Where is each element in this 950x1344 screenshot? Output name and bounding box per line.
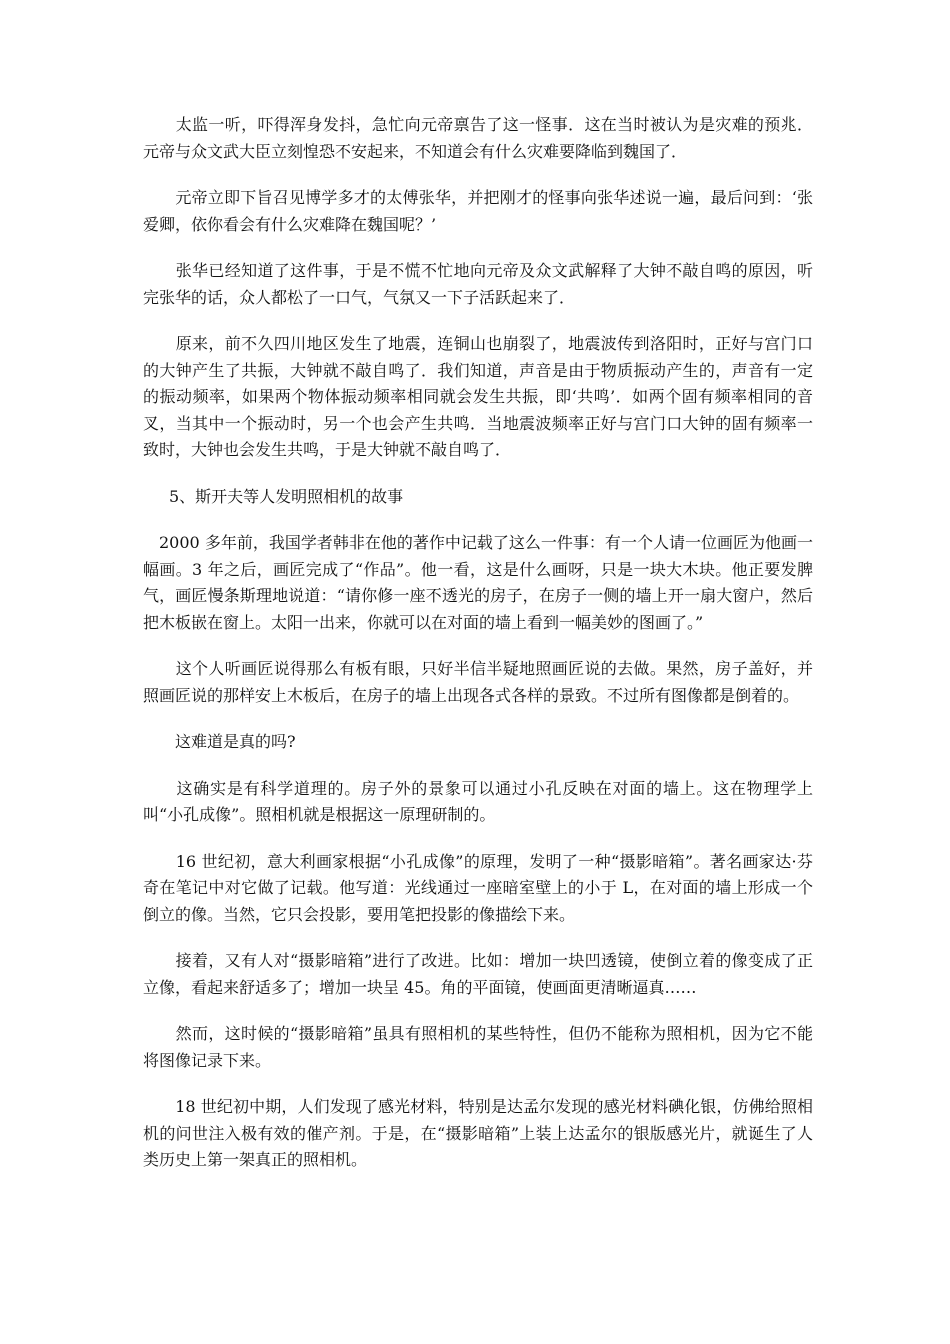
section-heading-camera-story: 5、斯开夫等人发明照相机的故事 — [169, 486, 404, 506]
document-page — [143, 112, 813, 1174]
paragraph-resonance-explanation: 原来，前不久四川地区发生了地震，连铜山也崩裂了，地震波传到洛阳时，正好与宫门口的大钟产生了共振，大钟就不敲自鸣了．我们知道，声音是由于物质振动产生的，声音有一定的振动频率，如果两个物体振动频率相同就会发生共振，即‘共鸣’．如两个固有频率相同的音叉，当其中一个振动时，另一个也会产生共鸣．当地震波频率正好与宫门口大钟的固有频率一致时，大钟也会发生共鸣，于是大钟就不敲自鸣了． — [143, 334, 813, 459]
paragraph-camera-obscura: 16 世纪初，意大利画家根据“小孔成像”的原理，发明了一种“摄影暗箱”。著名画家达·芬奇在笔记中对它做了记载。他写道：光线通过一座暗室壁上的小于 L，在对面的墙上形成一个倒立的像。当然，它只会投影，要用笔把投影的像描绘下来。 — [143, 851, 813, 924]
paragraph-house-images: 这个人听画匠说得那么有板有眼，只好半信半疑地照画匠说的去做。果然，房子盖好，并照画匠说的那样安上木板后，在房子的墙上出现各式各样的景致。不过所有图像都是倒着的。 — [143, 659, 813, 705]
paragraph-hanfei-record: 2000 多年前，我国学者韩非在他的著作中记载了这么一件事：有一个人请一位画匠为他画一幅画。3 年之后，画匠完成了“作品”。他一看，这是什么画呀，只是一块大木块。他正要发脾气，画匠慢条斯理地说道：“请你修一座不透光的房子，在房子一侧的墙上开一扇大窗户，然后把木板嵌在窗上。太阳一出来，你就可以在对面的墙上看到一幅美妙的图画了。” — [143, 533, 813, 632]
paragraph-not-yet-camera: 然而，这时候的“摄影暗箱”虽具有照相机的某些特性，但仍不能称为照相机，因为它不能将图像记录下来。 — [143, 1024, 813, 1070]
paragraph-is-it-true: 这难道是真的吗? — [143, 732, 296, 751]
paragraph-emperor-summons: 元帝立即下旨召见博学多才的太傅张华，并把刚才的怪事向张华述说一遍，最后问到：‘张爱卿，依你看会有什么灾难降在魏国呢？’ — [143, 188, 813, 234]
paragraph-pinhole-principle: 这确实是有科学道理的。房子外的景象可以通过小孔反映在对面的墙上。这在物理学上叫“小孔成像”。照相机就是根据这一原理研制的。 — [143, 778, 813, 824]
paragraph-zhanghua-explains: 张华已经知道了这件事，于是不慌不忙地向元帝及众文武解释了大钟不敲自鸣的原因，听完张华的话，众人都松了一口气，气氛又一下子活跃起来了． — [143, 261, 813, 307]
paragraph-first-camera: 18 世纪初中期，人们发现了感光材料，特别是达孟尔发现的感光材料碘化银，仿佛给照相机的问世注入极有效的催产剂。于是，在“摄影暗箱”上装上达孟尔的银版感光片，就诞生了人类历史上第一架真正的照相机。 — [143, 1097, 813, 1169]
paragraph-improvements: 接着，又有人对“摄影暗箱”进行了改进。比如：增加一块凹透镜，使倒立着的像变成了正立像，看起来舒适多了；增加一块呈 45。角的平面镜，使画面更清晰逼真…… — [143, 951, 813, 997]
paragraph-eunuch-report: 太监一听，吓得浑身发抖，急忙向元帝禀告了这一怪事．这在当时被认为是灾难的预兆．元帝与众文武大臣立刻惶恐不安起来，不知道会有什么灾难要降临到魏国了． — [143, 115, 813, 161]
